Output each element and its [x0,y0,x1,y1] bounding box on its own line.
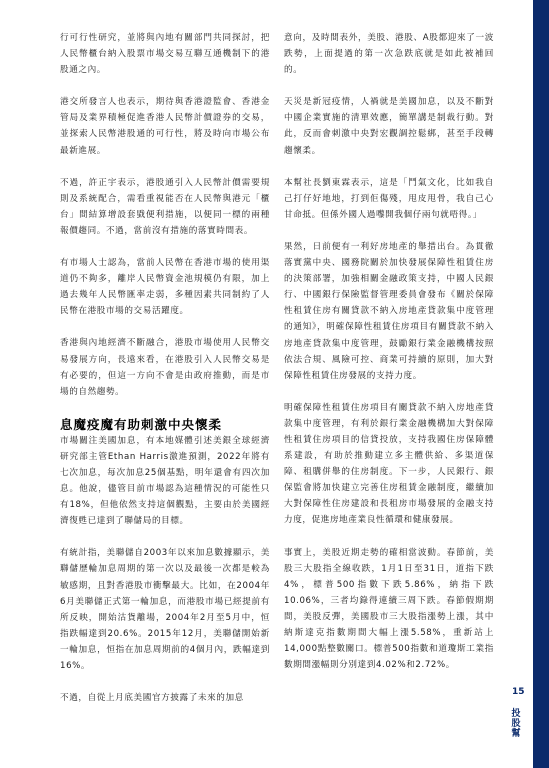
article-paragraph: 市場關注美國加息，有本地媒體引述美銀全球經濟研究部主管Ethan Harris激進預測，2022年將有七次加息，每次加息25個基點，明年還會有四次加息。他說，儘管目前市場認為這種情況的可能性只有18%，但他依然支持這個觀點，主要由於美國經濟復甦已達到了聯儲局的目標。 [60,435,270,527]
page-edge-bar [533,0,549,768]
left-column [60,30,270,722]
article-paragraph: 港交所發言人也表示，期待與香港證監會、香港金管局及業界積極促進香港人民幣計價證券的交易，並探索人民幣港股通的可行性，將及時向市場公布最新進展。 [60,97,270,156]
article-paragraph: 天災是新冠疫情，人禍就是美國加息，以及不斷對中國企業實施的清單效應，簡單講是制裁行動。對此，反而會刺激中央對宏觀調控鬆綁，甚至手段轉趨懷柔。 [284,97,494,156]
right-column [284,30,494,689]
article-paragraph: 香港與內地經濟不斷融合，港股市場使用人民幣交易發展方向，長遠來看，在港股引入人民幣交易是有必要的，但這一方向不會是由政府推動，而是市場的自然趨勢。 [60,338,270,397]
magazine-name: 投股幫 [511,709,521,739]
section-heading: 息魔疫魔有助刺激中央懷柔 [60,416,223,432]
article-paragraph: 果然，日前便有一利好房地產的舉措出台。為貫徹落實黨中央、國務院關於加快發展保障性租賃住房的決策部署，加強相關金融政策支持，中國人民銀行、中國銀行保險監督管理委員會發布《關於保障性租賃住房有關貸款不納入房地產貸款集中度管理的通知》，明確保障性租賃住房項目有關貸款不納入房地產貸款集中度管理，鼓勵銀行業金融機構按照依法合規、風險可控、商業可持續的原則，加大對保障性租賃住房發展的支持力度。 [284,241,494,381]
article-paragraph: 明確保障性租賃住房項目有關貸款不納入房地產貸款集中度管理，有利於銀行業金融機構加大對保障性租賃住房項目的信貸投放，支持我國住房保障體系建設，有助於推動建立多主體供給、多渠道保障、租購併舉的住房制度。下一步，人民銀行、銀保監會將加快建立完善住房租賃金融制度，繼續加大對保障性住房建設和長租房市場發展的金融支持力度，促進房地產業良性循環和健康發展。 [284,402,494,526]
article-paragraph: 有統計指，美聯儲自2003年以來加息數據顯示，美聯儲歷輪加息周期的第一次以及最後一次都是較為敏感期，且對香港股市衝擊最大。比如，在2004年6月美聯儲正式第一輪加息，而港股市場已經提前有所反映，開始沽貨離場，2004年2月至5月中，恒指跌幅達到20.6%。2015年12月，美聯儲開始新一輪加息，恒指在加息周期前的4個月內，跌幅達到16%。 [60,548,270,671]
page-number: 15 [512,687,525,697]
article-paragraph: 事實上，美股近期走勢的確相當波動。春節前，美股三大股指全線收跌，1月1日至31日，道指下跌4%，標普500指數下跌5.86%，納指下跌10.06%，三者均錄得連續三周下跌。春節假期期間，美股反彈，美國股市三大股指漲勢上漲，其中納斯達克指數期間大幅上漲5.58%，重新站上14,000點整數關口。標普500指數和道瓊斯工業指數期間漲幅則分別達到4.02%和2.72%。 [284,547,494,671]
article-paragraph: 本幫社長劉東霖表示，這是「鬥氣文化，比如我自己打仔好地地，打到佢傷殘，甩皮甩骨，我自己心甘命抵。但係外國人過嚟開我個仔兩句就唔得。」 [284,177,494,220]
article-paragraph: 意向，及時間表外，美股、港股、A股都迎來了一波跌勢，上面提過的第一次急跌底就是如此被補回的。 [284,33,494,76]
article-paragraph: 不過，許正宇表示，港股通引入人民幣計價需要規則及系統配合，需看重視能否在人民幣與港元「櫃台」間結算增設套戥便利措施，以便同一標的兩種報價趨同。不過，當前沒有措施的落實時間表。 [60,177,270,236]
article-paragraph: 有市場人士認為，當前人民幣在香港市場的使用渠道仍不夠多，離岸人民幣資金池規模仍有限，加上過去幾年人民幣匯率走弱，多種因素共同制約了人民幣在港股市場的交易活躍度。 [60,258,270,317]
article-paragraph: 行可行性研究，並將與內地有關部門共同探討，把人民幣櫃台納入股票市場交易互聯互通機制下的港股通之內。 [60,33,270,76]
article-paragraph: 不過，自從上月底美國官方披露了未來的加息 [60,693,244,704]
